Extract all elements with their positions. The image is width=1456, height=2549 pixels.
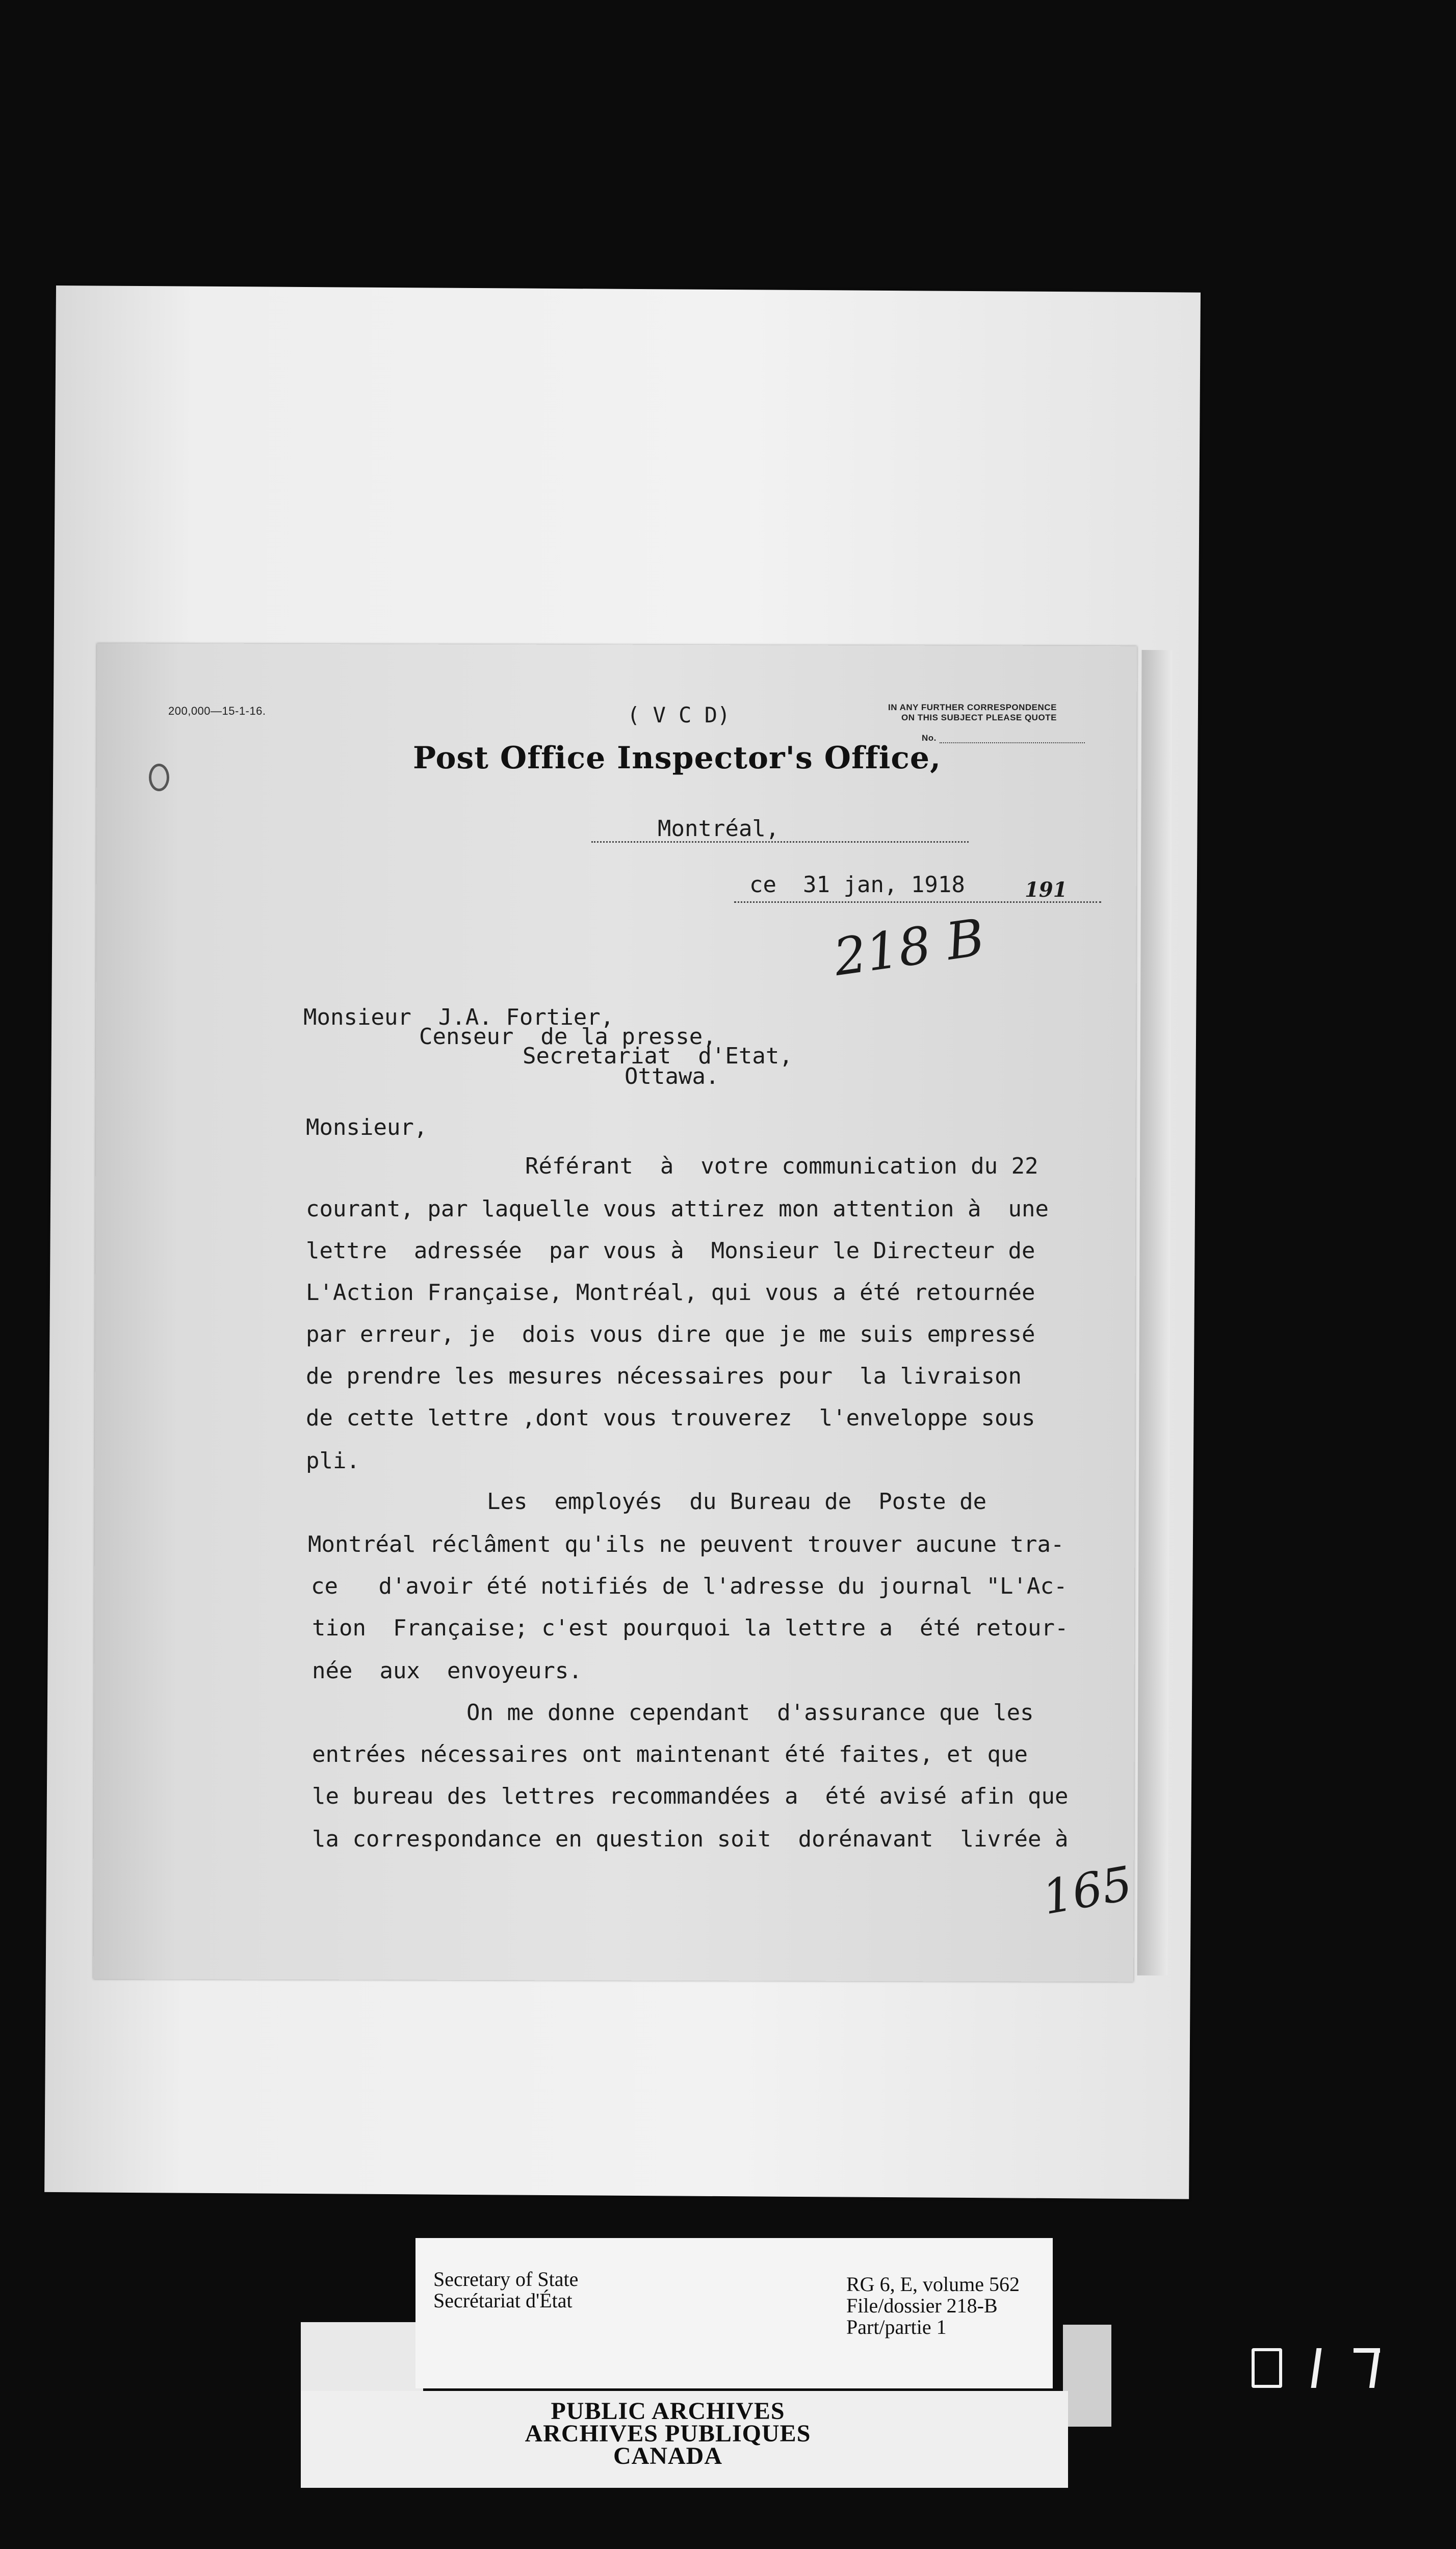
reference-number-label: No.: [922, 733, 937, 743]
date-prefix: ce: [749, 872, 776, 898]
body-line: par erreur, je dois vous dire que je me suis empressé: [306, 1321, 1035, 1347]
body-line: Les employés du Bureau de Poste de: [487, 1489, 987, 1515]
recipient-line: Secretariat d'Etat,: [523, 1043, 793, 1069]
archives-name-line: CANADA: [613, 2442, 722, 2469]
print-code: 200,000—15-1-16.: [168, 705, 266, 717]
punch-hole: [149, 764, 169, 791]
body-line: courant, par laquelle vous attirez mon attention à une: [306, 1196, 1049, 1222]
archive-label-card: [415, 2238, 1053, 2388]
body-line: de cette lettre ,dont vous trouverez l'enveloppe sous: [306, 1405, 1035, 1431]
body-line: le bureau des lettres recommandées a été avisé afin que: [312, 1783, 1069, 1809]
department-block: [433, 2269, 578, 2311]
recipient-line: Ottawa.: [625, 1063, 719, 1089]
label-shadow: [1063, 2325, 1111, 2427]
reference-note-line: IN ANY FURTHER CORRESPONDENCE: [888, 703, 1057, 712]
handwritten-file-number: 218 B: [830, 907, 988, 988]
place-line: [591, 841, 969, 843]
date-printed-year: 191: [1025, 878, 1068, 902]
body-line: entrées nécessaires ont maintenant été faites, et que: [312, 1741, 1028, 1767]
body-line: de prendre les mesures nécessaires pour la livraison: [306, 1363, 1022, 1389]
letter-page: [93, 643, 1137, 1982]
label-card-step: [301, 2322, 423, 2394]
body-line: On me donne cependant d'assurance que les: [466, 1700, 1034, 1726]
letter-edge: [1137, 650, 1172, 1975]
reference-number-line: [940, 735, 1085, 743]
body-line: née aux envoyeurs.: [312, 1658, 582, 1684]
salutation: Monsieur,: [306, 1114, 428, 1140]
recipient-line: Monsieur J.A. Fortier,: [303, 1004, 614, 1030]
body-line: tion Française; c'est pourquoi la lettre a été retour-: [312, 1615, 1069, 1641]
archives-band: [301, 2391, 1068, 2488]
reference-block: [846, 2274, 1020, 2338]
reference-line: File/dossier 218-B: [846, 2294, 998, 2317]
reference-note: [888, 703, 1057, 723]
department-name: Secretary of State: [433, 2268, 579, 2291]
letter-date: 31 jan, 1918: [803, 872, 965, 898]
reference-line: RG 6, E, volume 562: [846, 2273, 1020, 2296]
body-line: Montréal réclâment qu'ils ne peuvent trouver aucune tra-: [308, 1531, 1064, 1557]
date-line: [734, 901, 1101, 903]
reference-number: [922, 733, 1085, 743]
letter-place: Montréal,: [658, 816, 779, 842]
body-line: ce d'avoir été notifiés de l'adresse du journal "L'Ac-: [311, 1573, 1068, 1599]
handwritten-page-number: 165: [1038, 1856, 1136, 1926]
body-line: Référant à votre communication du 22: [525, 1153, 1038, 1179]
body-line: lettre adressée par vous à Monsieur le Directeur de: [306, 1238, 1035, 1264]
archives-name-line: PUBLIC ARCHIVES: [551, 2398, 785, 2425]
reference-note-line: ON THIS SUBJECT PLEASE QUOTE: [901, 713, 1057, 722]
archives-name: [500, 2400, 836, 2467]
department-name: Secrétariat d'État: [433, 2289, 573, 2312]
body-line: pli.: [306, 1448, 360, 1474]
frame-number: [1252, 2345, 1415, 2391]
body-line: L'Action Française, Montréal, qui vous a été retournée: [306, 1280, 1035, 1306]
body-line: la correspondance en question soit dorénavant livrée à: [312, 1826, 1069, 1852]
reference-line: Part/partie 1: [846, 2316, 947, 2338]
letterhead-title: Post Office Inspector's Office,: [413, 740, 941, 776]
recipient-line: Censeur de la presse,: [419, 1024, 716, 1050]
archives-name-line: ARCHIVES PUBLIQUES: [525, 2420, 811, 2447]
file-code: ( V C D): [627, 703, 731, 727]
